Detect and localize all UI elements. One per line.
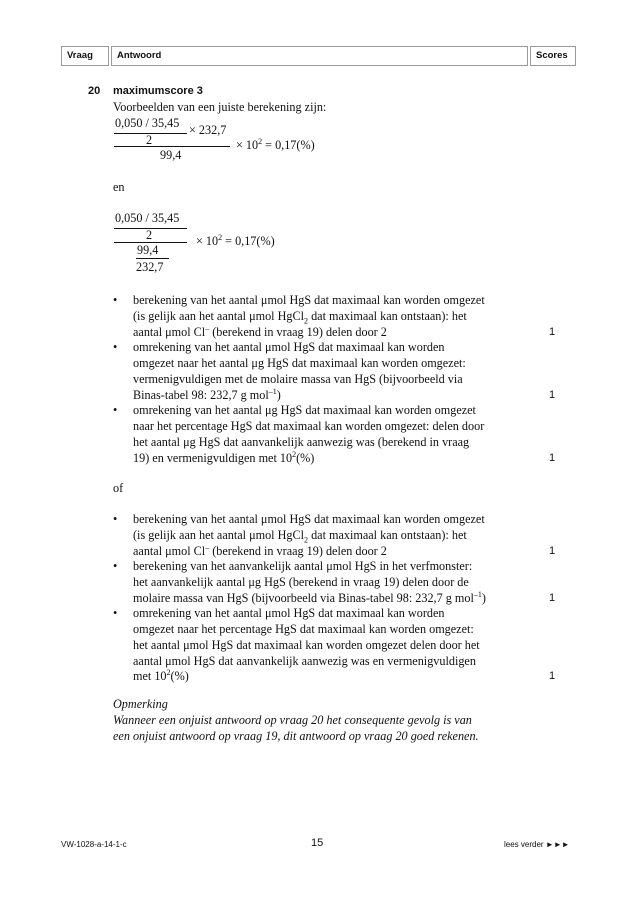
b1-3-line-3: het aantal μg HgS dat aanvankelijk aanwezig was (berekend in vraag bbox=[133, 435, 470, 449]
b2-3-line-1: omrekening van het aantal μmol HgS dat maximaal kan worden bbox=[133, 606, 445, 620]
b1-3-line-4: 19) en vermenigvuldigen met $10^2(\%)$ bbox=[133, 449, 315, 465]
f1-times-mass: × 232,7 bbox=[189, 123, 227, 137]
b1-1-line-1: berekening van het aantal μmol HgS dat maximaal kan worden omgezet bbox=[133, 293, 485, 307]
f1-numerator: 0,050 / 35,45 bbox=[115, 116, 180, 130]
score-b1-1: 1 bbox=[548, 326, 556, 338]
b2-3-line-5: met $10^2(\%)$ bbox=[133, 667, 189, 683]
score-b2-2: 1 bbox=[548, 592, 556, 604]
f2-denominator-mass: 232,7 bbox=[136, 260, 164, 274]
b1-3-line-2: naar het percentage HgS dat maximaal kan worden omgezet: delen door bbox=[133, 419, 485, 433]
of-text: of bbox=[113, 481, 124, 495]
b1-1-line-2: (is gelijk aan het aantal μmol HgCl$_2$ dat maximaal kan ontstaan): het bbox=[133, 309, 467, 326]
score-b1-2: 1 bbox=[548, 389, 556, 401]
remark-line-2: een onjuist antwoord op vraag 19, dit antwoord op vraag 20 goed rekenen. bbox=[113, 729, 479, 743]
max-score: maximumscore 3 bbox=[113, 85, 203, 97]
bullet: • bbox=[113, 606, 118, 620]
f2-denominator-2: 2 bbox=[146, 228, 153, 242]
f2-result: × $10^2 = 0,17(\%)$ bbox=[196, 232, 275, 248]
header-antwoord: Antwoord bbox=[111, 46, 528, 66]
f1-denominator-mass: 99,4 bbox=[160, 148, 182, 162]
bullet: • bbox=[113, 293, 118, 307]
f2-numerator: 0,050 / 35,45 bbox=[115, 211, 180, 225]
bullet: • bbox=[113, 403, 118, 417]
b2-3-line-3: het aantal μmol HgS dat maximaal kan worden omgezet delen door het bbox=[133, 638, 480, 652]
en-text: en bbox=[113, 180, 125, 194]
f1-main-rule bbox=[114, 146, 230, 147]
b1-2-line-2: omgezet naar het aantal μg HgS dat maximaal kan worden omgezet: bbox=[133, 356, 466, 370]
remark-line-1: Wanneer een onjuist antwoord op vraag 20 het consequente gevolg is van bbox=[113, 713, 472, 727]
b1-1-line-3: aantal μmol Cl– (berekend in vraag 19) delen door 2 bbox=[133, 323, 387, 339]
b1-3-line-1: omrekening van het aantal μg HgS dat maximaal kan worden omgezet bbox=[133, 403, 476, 417]
header-scores: Scores bbox=[530, 46, 576, 66]
f2-denominator-994: 99,4 bbox=[137, 243, 159, 257]
score-b1-3: 1 bbox=[548, 452, 556, 464]
header-vraag: Vraag bbox=[61, 46, 109, 66]
b2-3-line-4: aantal μmol HgS dat aanvankelijk aanwezig was en vermenigvuldigen bbox=[133, 654, 476, 668]
score-b2-3: 1 bbox=[548, 670, 556, 682]
b2-3-line-2: omgezet naar het percentage HgS dat maximaal kan worden omgezet: bbox=[133, 622, 474, 636]
b2-1-line-1: berekening van het aantal μmol HgS dat maximaal kan worden omgezet bbox=[133, 512, 485, 526]
bullet: • bbox=[113, 559, 118, 573]
question-number: 20 bbox=[88, 85, 101, 97]
score-b2-1: 1 bbox=[548, 545, 556, 557]
b1-2-line-4: Binas-tabel 98: 232,7 g mol$^{-1}$) bbox=[133, 386, 281, 402]
b1-2-line-3: vermenigvuldigen met de molaire massa van HgS (bijvoorbeeld via bbox=[133, 372, 463, 386]
f1-denominator-2: 2 bbox=[146, 133, 153, 147]
f1-result: × $10^2 = 0,17(\%)$ bbox=[236, 136, 315, 152]
bullet: • bbox=[113, 340, 118, 354]
page-number: 15 bbox=[311, 837, 324, 849]
bullet: • bbox=[113, 512, 118, 526]
f2-lower-rule bbox=[136, 258, 169, 259]
b2-2-line-2: het aanvankelijk aantal μg HgS (berekend in vraag 19) delen door de bbox=[133, 575, 469, 589]
footer-next: lees verder ►►► bbox=[504, 840, 570, 849]
b2-2-line-3: molaire massa van HgS (bijvoorbeeld via Binas-tabel 98: 232,7 g mol$^{-1}$) bbox=[133, 589, 486, 605]
footer-code: VW-1028-a-14-1-c bbox=[61, 840, 127, 849]
b1-2-line-1: omrekening van het aantal μmol HgS dat maximaal kan worden bbox=[133, 340, 445, 354]
remark-title: Opmerking bbox=[113, 697, 168, 711]
b2-1-line-2: (is gelijk aan het aantal μmol HgCl$_2$ dat maximaal kan ontstaan): het bbox=[133, 528, 467, 545]
b2-1-line-3: aantal μmol Cl– (berekend in vraag 19) delen door 2 bbox=[133, 542, 387, 558]
intro-text: Voorbeelden van een juiste berekening zijn: bbox=[113, 100, 327, 114]
b2-2-line-1: berekening van het aanvankelijk aantal μmol HgS in het verfmonster: bbox=[133, 559, 473, 573]
